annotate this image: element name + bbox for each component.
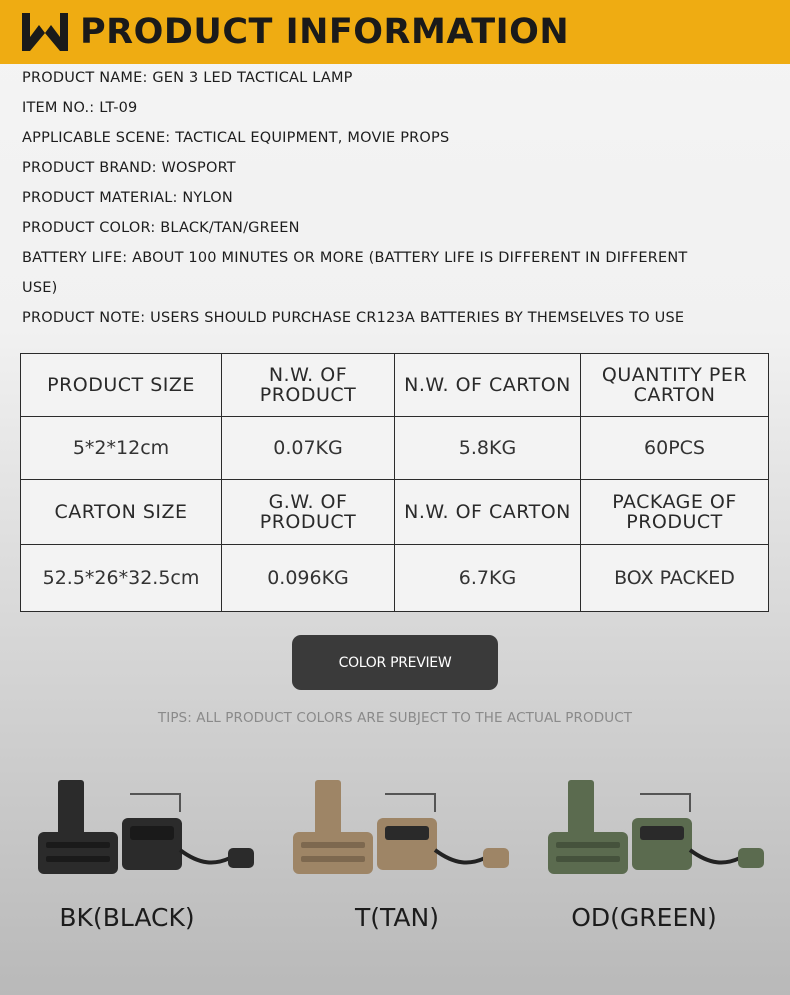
table-cell: 60PCS [581,417,769,480]
product-info-list [22,63,762,333]
info-line-note: PRODUCT NOTE: USERS SHOULD PURCHASE CR123A BATTERIES BY THEMSELVES TO USE [22,310,685,326]
table-cell: 0.096KG [222,544,395,611]
page-title: PRODUCT INFORMATION [80,12,570,52]
variant-label-black: BK(BLACK) [59,903,195,932]
tips-text: TIPS: ALL PRODUCT COLORS ARE SUBJECT TO THE ACTUAL PRODUCT [157,710,633,726]
lamp-tan-icon [285,770,525,890]
variant-image-black [30,770,290,890]
table-header-cell: N.W. OF CARTON [395,354,581,417]
table-header-cell: G.W. OF PRODUCT [222,480,395,544]
table-header-cell: N.W. OF CARTON [395,480,581,544]
table-row [21,417,769,480]
header-banner [0,0,790,64]
info-line-item-no: ITEM NO.: LT-09 [22,100,138,116]
table-row [21,544,769,611]
lamp-green-icon [540,770,780,890]
info-line-material: PRODUCT MATERIAL: NYLON [22,190,233,206]
table-header-cell: PACKAGE OF PRODUCT [581,480,769,544]
table-row [21,480,769,544]
table-cell: 5*2*12cm [21,417,222,480]
variant-label-tan: T(TAN) [355,903,439,932]
info-line-battery-cont: USE) [22,280,58,296]
info-line-color: PRODUCT COLOR: BLACK/TAN/GREEN [22,220,300,236]
table-header-cell: N.W. OF PRODUCT [222,354,395,417]
variant-image-tan [285,770,545,890]
table-header-cell: CARTON SIZE [21,480,222,544]
info-line-brand: PRODUCT BRAND: WOSPORT [22,160,236,176]
table-header-cell: QUANTITY PER CARTON [581,354,769,417]
table-cell: BOX PACKED [581,544,769,611]
variant-label-green: OD(GREEN) [571,903,717,932]
table-cell: 5.8KG [395,417,581,480]
table-row [21,354,769,417]
table-cell: 52.5*26*32.5cm [21,544,222,611]
table-cell: 0.07KG [222,417,395,480]
info-line-battery: BATTERY LIFE: ABOUT 100 MINUTES OR MORE (BATTERY LIFE IS DIFFERENT IN DIFFERENT [22,250,688,266]
variant-image-green [540,770,790,890]
table-cell: 6.7KG [395,544,581,611]
lamp-black-icon [30,770,270,890]
color-preview-button[interactable]: COLOR PREVIEW [292,635,498,690]
spec-table [20,353,769,612]
info-line-name: PRODUCT NAME: GEN 3 LED TACTICAL LAMP [22,70,353,86]
info-line-scene: APPLICABLE SCENE: TACTICAL EQUIPMENT, MOVIE PROPS [22,130,450,146]
brand-logo-icon [22,13,68,51]
table-header-cell: PRODUCT SIZE [21,354,222,417]
